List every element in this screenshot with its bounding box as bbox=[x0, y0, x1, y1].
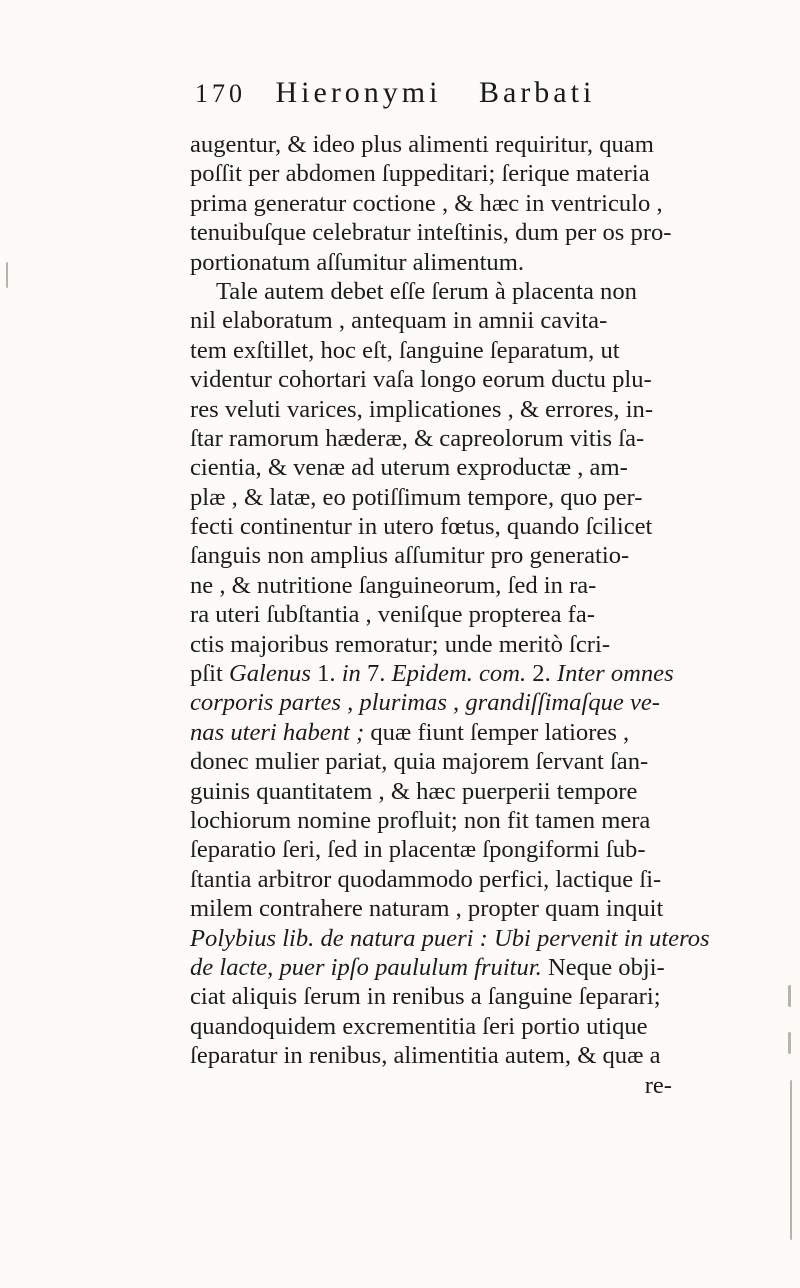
text-line: Tale autem debet eſſe ſerum à placenta non bbox=[216, 277, 637, 305]
text-line: lochiorum nomine profluit; non fit tamen mera bbox=[190, 806, 651, 834]
text-line: ne , & nutritione ſanguineorum, ſed in ra- bbox=[190, 571, 597, 599]
text-line: ctis majoribus remoratur; unde meritò ſcri- bbox=[190, 630, 611, 658]
text-line: ra uteri ſubſtantia , veniſque propterea fa- bbox=[190, 601, 595, 629]
text-line: fecti continentur in utero fœtus, quando ſcilicet bbox=[190, 513, 653, 541]
text-line: Polybius lib. de natura pueri : Ubi pervenit in uteros bbox=[190, 924, 710, 952]
text-line: augentur, & ideo plus alimenti requiritur, quam bbox=[190, 131, 654, 158]
text-line: nil elaboratum , antequam in amnii cavita- bbox=[190, 307, 608, 335]
text-line: quandoquidem excrementitia ſeri portio utique bbox=[190, 1012, 648, 1040]
text-line: ſanguis non amplius aſſumitur pro generatio- bbox=[190, 542, 630, 570]
author-surname: Barbati bbox=[478, 76, 596, 109]
text-line: de lacte, puer ipſo paululum fruitur. Neque obji- bbox=[190, 953, 665, 981]
margin-mark bbox=[788, 1032, 791, 1054]
body-text bbox=[190, 130, 750, 1100]
text-line: nas uteri habent ; quæ fiunt ſemper latiores , bbox=[190, 718, 630, 746]
margin-mark bbox=[790, 1080, 792, 1240]
text-line: ſtar ramorum hæderæ, & capreolorum vitis ſa- bbox=[190, 424, 645, 452]
text-line: res veluti varices, implicationes , & errores, in- bbox=[190, 395, 654, 423]
text-line: videntur cohortari vaſa longo eorum ductu plu- bbox=[190, 366, 652, 394]
running-head bbox=[195, 76, 715, 116]
text-line: tenuibuſque celebratur inteſtinis, dum per os pro- bbox=[190, 219, 672, 247]
text-line: tem exſtillet, hoc eſt, ſanguine ſeparatum, ut bbox=[190, 336, 620, 364]
text-line: ſtantia arbitror quodammodo perfici, lactique ſi- bbox=[190, 865, 662, 893]
author-name: Hieronymi bbox=[275, 76, 442, 109]
text-line: prima generatur coctione , & hæc in ventriculo , bbox=[190, 189, 663, 217]
text-line: poſſit per abdomen ſuppeditari; ſerique materia bbox=[190, 160, 650, 188]
text-line: milem contrahere naturam , propter quam inquit bbox=[190, 895, 664, 923]
margin-mark bbox=[6, 262, 8, 288]
text-line: donec mulier pariat, quia majorem ſervant ſan- bbox=[190, 748, 649, 776]
text-line: corporis partes , plurimas , grandiſſimaſque ve- bbox=[190, 689, 660, 717]
text-line: pſit Galenus 1. in 7. Epidem. com. 2. Inter omnes bbox=[190, 660, 674, 688]
catchword: re- bbox=[644, 1071, 672, 1099]
text-line: ciat aliquis ſerum in renibus a ſanguine ſeparari; bbox=[190, 983, 661, 1011]
text-line: portionatum aſſumitur alimentum. bbox=[190, 248, 525, 276]
margin-mark bbox=[788, 985, 791, 1007]
text-line: cientia, & venæ ad uterum exproductæ , am- bbox=[190, 454, 628, 482]
text-line: ſeparatio ſeri, ſed in placentæ ſpongiformi ſub- bbox=[190, 836, 646, 864]
text-line: ſeparatur in renibus, alimentitia autem, & quæ a bbox=[190, 1042, 661, 1070]
page-number: 170 bbox=[195, 79, 246, 108]
text-line: plæ , & latæ, eo potiſſimum tempore, quo per- bbox=[190, 483, 643, 511]
text-line: guinis quantitatem , & hæc puerperii tempore bbox=[190, 777, 638, 805]
